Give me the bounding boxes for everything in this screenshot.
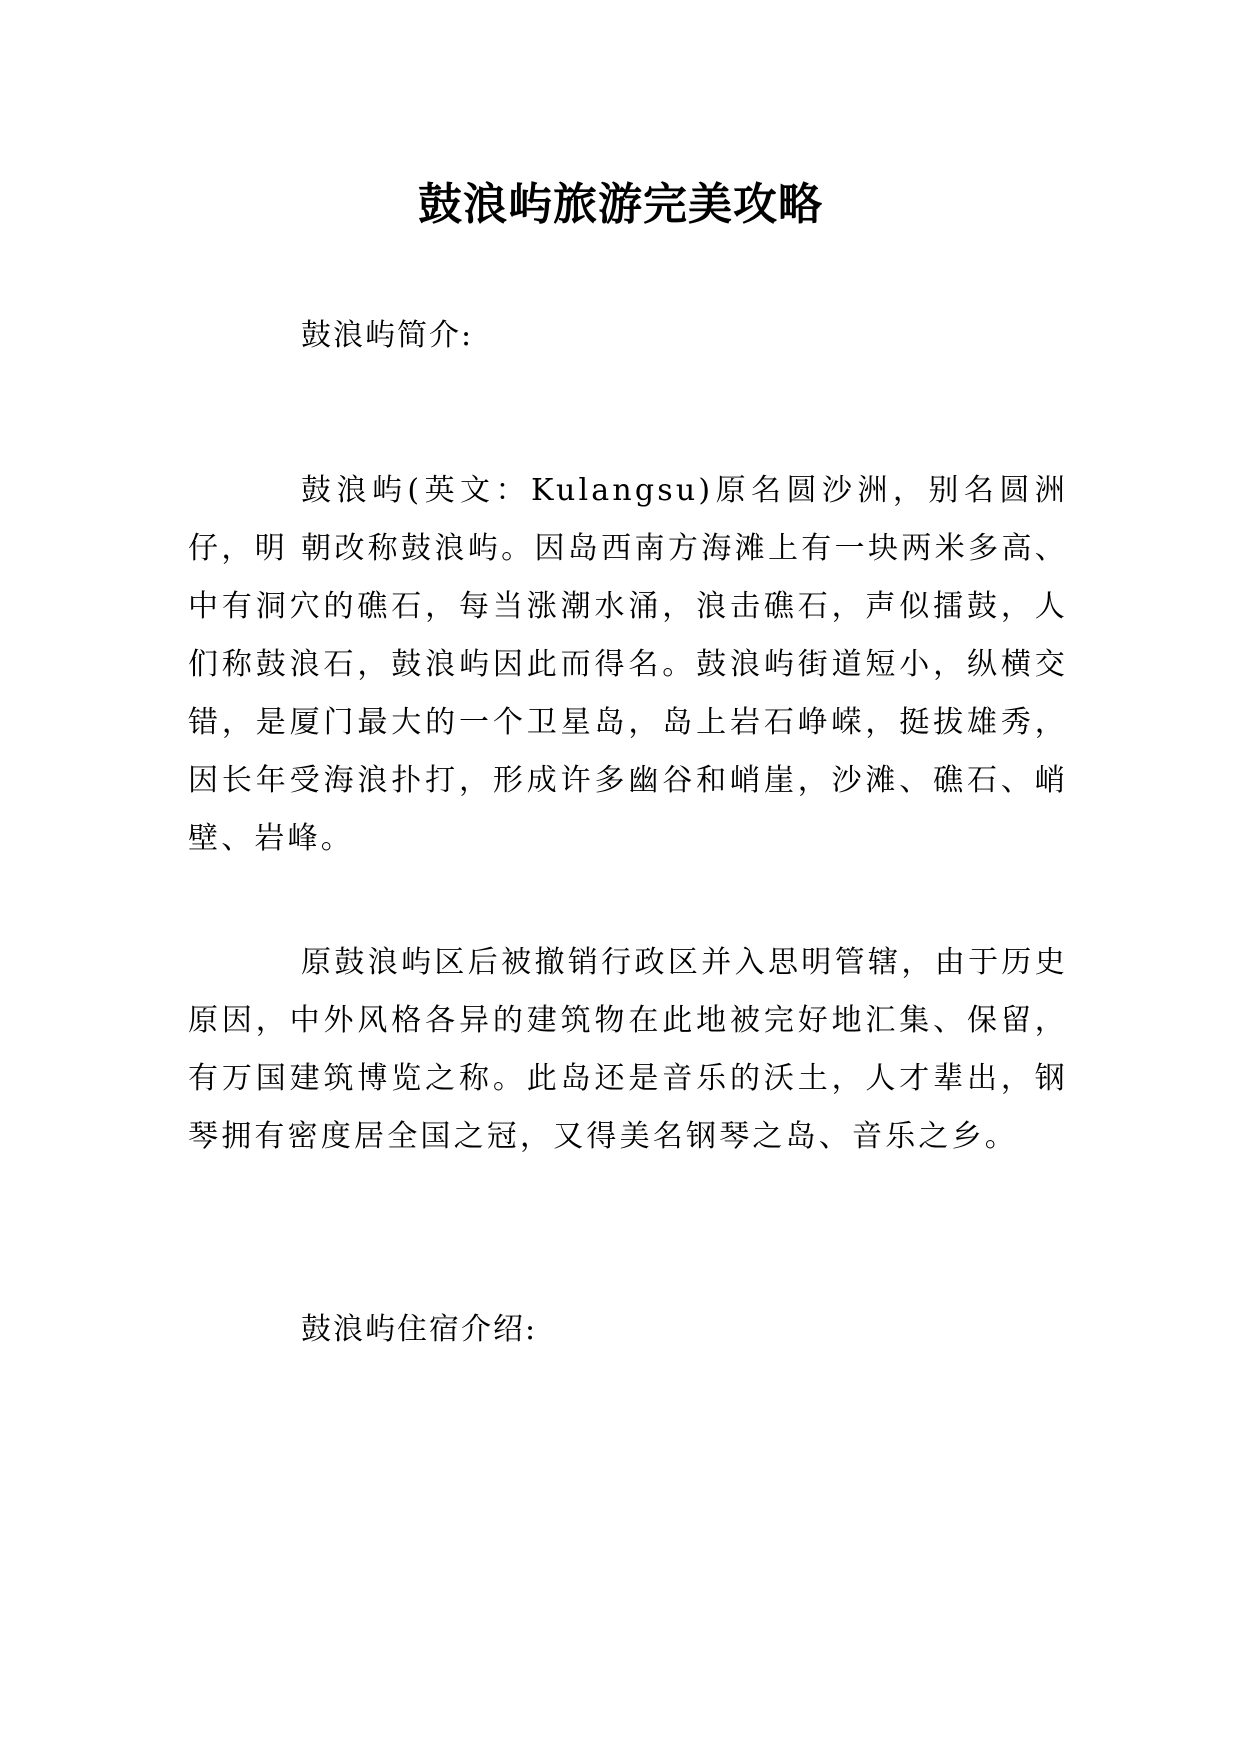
- paragraph-history: 原鼓浪屿区后被撤销行政区并入思明管辖，由于历史原因，中外风格各异的建筑物在此地被完好地汇集、保留，有万国建筑博览之称。此岛还是音乐的沃土，人才辈出，钢琴拥有密度居全国之冠，又得美名钢琴之岛、音乐之乡。: [188, 945, 1068, 1154]
- section-heading-intro: 鼓浪屿简介:: [301, 318, 474, 353]
- document-title: 鼓浪屿旅游完美攻略: [418, 179, 823, 231]
- paragraph-intro: 鼓浪屿(英文：Kulangsu)原名圆沙洲，别名圆洲仔，明 朝改称鼓浪屿。因岛西南方海滩上有一块两米多高、中有洞穴的礁石，每当涨潮水涌，浪击礁石，声似擂鼓，人们称鼓浪石，鼓浪屿因此而得名。鼓浪屿街道短小，纵横交错，是厦门最大的一个卫星岛，岛上岩石峥嵘，挺拔雄秀，因长年受海浪扑打，形成许多幽谷和峭崖，沙滩、礁石、峭壁、岩峰。: [188, 473, 1068, 856]
- section-heading-accommodation: 鼓浪屿住宿介绍:: [301, 1312, 538, 1347]
